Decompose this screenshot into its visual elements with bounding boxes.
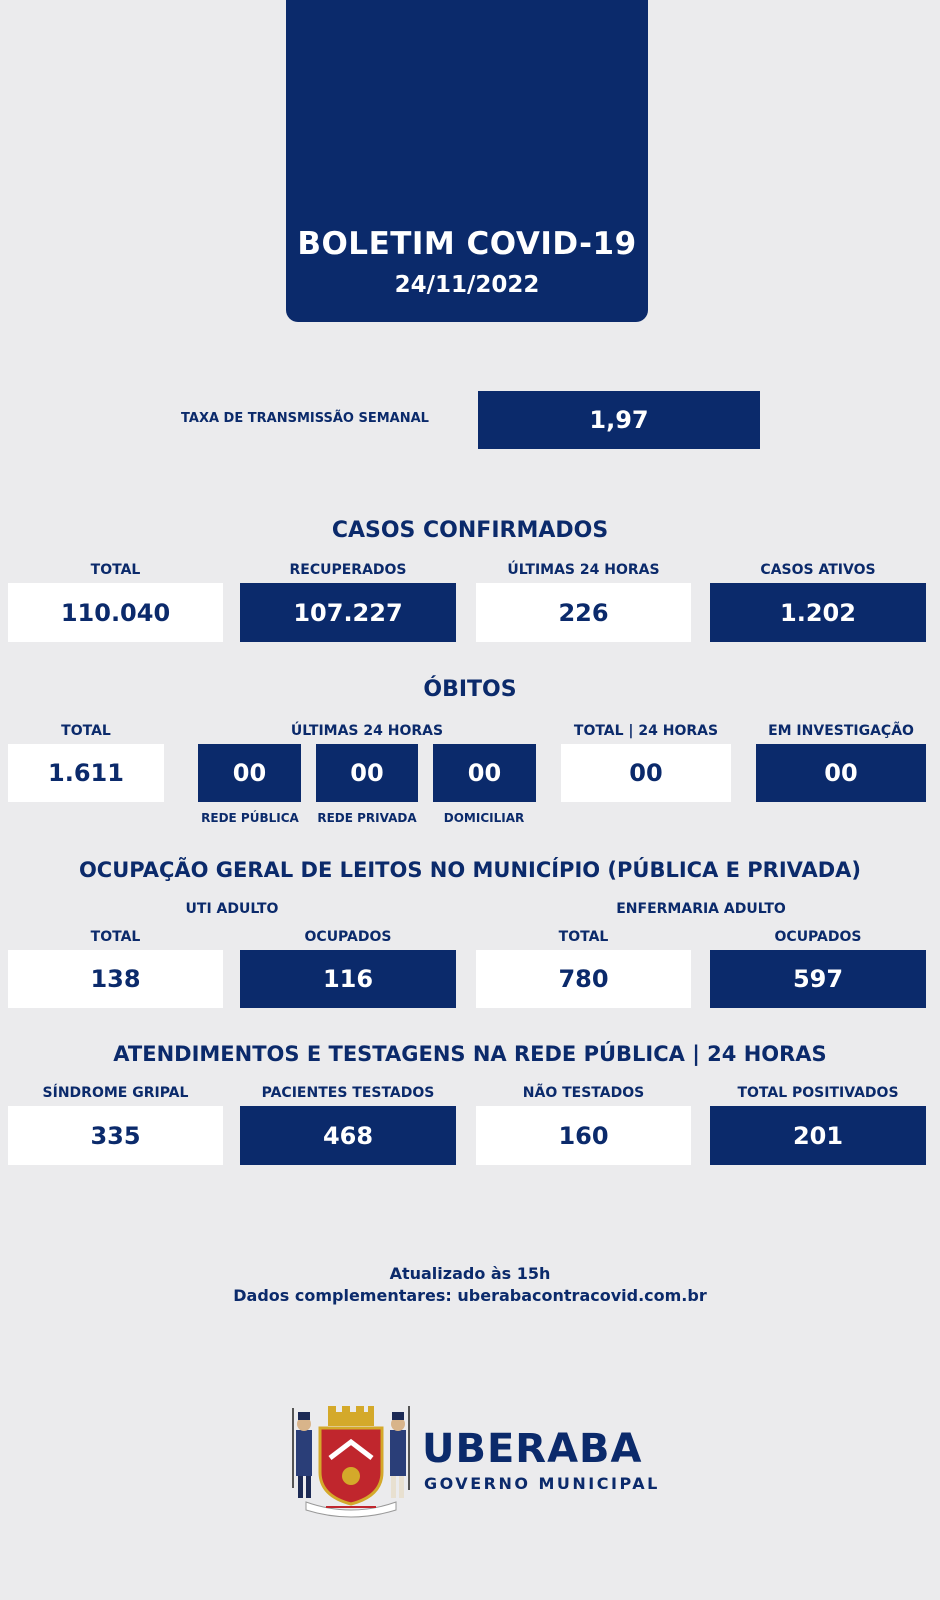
transmission-label: TAXA DE TRANSMISSÃO SEMANAL [181, 411, 429, 426]
beds-ward-occupied-label: OCUPADOS [774, 929, 862, 945]
tests-not-tested-label: NÃO TESTADOS [522, 1085, 645, 1101]
beds-uti-occupied-value: 116 [240, 950, 456, 1008]
beds-uti-total-label: TOTAL [90, 929, 141, 945]
beds-ward-total-label: TOTAL [558, 929, 609, 945]
deaths-private-label: REDE PRIVADA [317, 811, 417, 825]
tests-flu-label: SÍNDROME GRIPAL [42, 1085, 189, 1101]
tests-positive-label: TOTAL POSITIVADOS [737, 1085, 899, 1101]
tests-tested-value: 468 [240, 1106, 456, 1165]
deaths-investigation-label: EM INVESTIGAÇÃO [768, 723, 914, 739]
cases-total-label: TOTAL [90, 562, 141, 578]
beds-uti-total-value: 138 [8, 950, 223, 1008]
updated-text: Atualizado às 15h [389, 1264, 551, 1283]
tests-tested-label: PACIENTES TESTADOS [261, 1085, 435, 1101]
tests-section-title: ATENDIMENTOS E TESTAGENS NA REDE PÚBLICA | 24 HORAS [113, 1042, 827, 1066]
tests-not-tested-value: 160 [476, 1106, 691, 1165]
deaths-last24-label: ÚLTIMAS 24 HORAS [290, 723, 444, 739]
beds-ward-occupied-value: 597 [710, 950, 926, 1008]
deaths-investigation-value: 00 [756, 744, 926, 802]
logo-subtitle: GOVERNO MUNICIPAL [424, 1474, 660, 1493]
deaths-private-value: 00 [316, 744, 418, 802]
cases-active-label: CASOS ATIVOS [760, 562, 876, 578]
deaths-public-value: 00 [198, 744, 301, 802]
deaths-total24-label: TOTAL | 24 HORAS [573, 723, 719, 739]
logo-name: UBERABA [422, 1426, 643, 1472]
bulletin-date: 24/11/2022 [394, 272, 540, 298]
beds-ward-total-value: 780 [476, 950, 691, 1008]
beds-section-title: OCUPAÇÃO GERAL DE LEITOS NO MUNICÍPIO (PÚBLICA E PRIVADA) [78, 858, 862, 882]
deaths-public-label: REDE PÚBLICA [201, 811, 299, 825]
deaths-total-label: TOTAL [61, 723, 111, 739]
deaths-home-label: DOMICILIAR [443, 811, 525, 825]
tests-flu-value: 335 [8, 1106, 223, 1165]
deaths-total24-value: 00 [561, 744, 731, 802]
deaths-total-value: 1.611 [8, 744, 164, 802]
deaths-home-value: 00 [433, 744, 536, 802]
cases-total-value: 110.040 [8, 583, 223, 642]
bulletin-title: BOLETIM COVID-19 [297, 226, 637, 262]
more-data-text: Dados complementares: uberabacontracovid.com.br [233, 1286, 707, 1305]
cases-section-title: CASOS CONFIRMADOS [331, 518, 609, 543]
beds-uti-occupied-label: OCUPADOS [304, 929, 392, 945]
cases-recovered-value: 107.227 [240, 583, 456, 642]
cases-active-value: 1.202 [710, 583, 926, 642]
cases-last24-value: 226 [476, 583, 691, 642]
tests-positive-value: 201 [710, 1106, 926, 1165]
coat-of-arms-icon [286, 1402, 416, 1518]
beds-uti-label: UTI ADULTO [185, 901, 279, 917]
cases-last24-label: ÚLTIMAS 24 HORAS [507, 562, 660, 578]
beds-ward-label: ENFERMARIA ADULTO [616, 901, 786, 917]
deaths-section-title: ÓBITOS [423, 677, 517, 702]
transmission-value: 1,97 [478, 391, 760, 449]
cases-recovered-label: RECUPERADOS [289, 562, 407, 578]
